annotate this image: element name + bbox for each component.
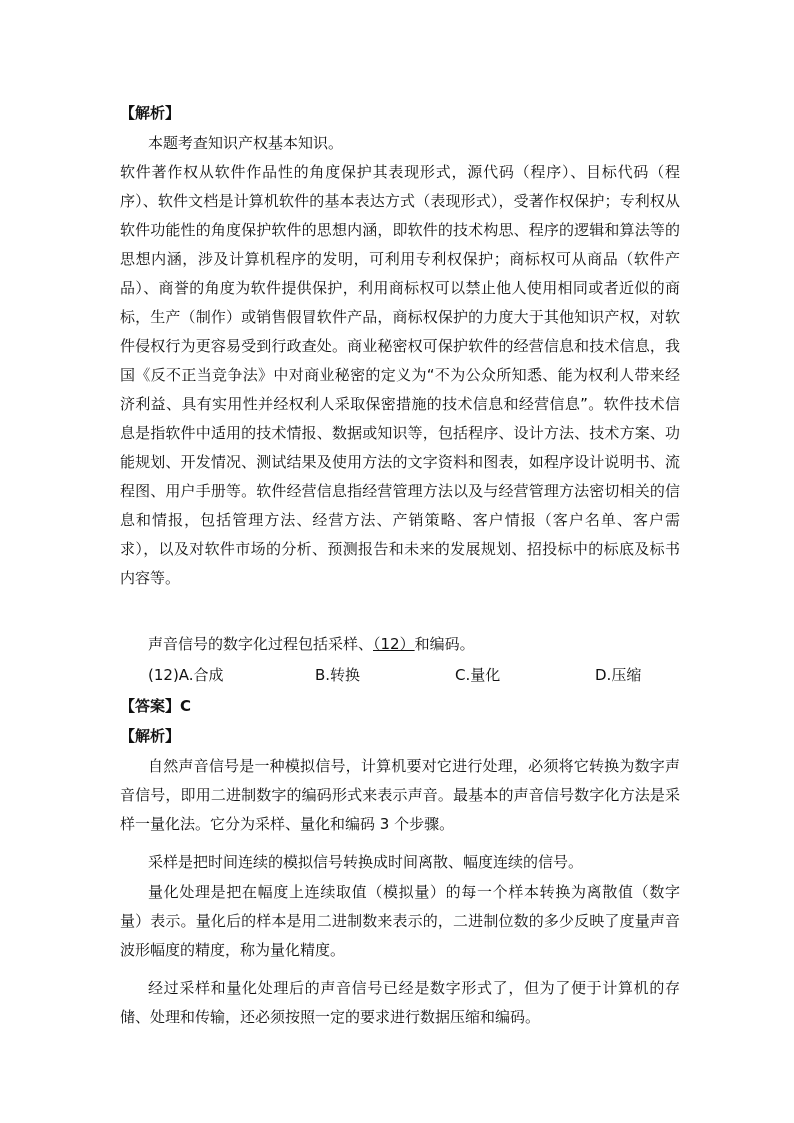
analysis-body: 软件著作权从软件作品性的角度保护其表现形式，源代码（程序）、目标代码（程序）、软件文档是计算机软件的基本表达方式（表现形式），受著作权保护；专利权从软件功能性的角度保护软件的思想内涵，即软件的技术构思、程序的逻辑和算法等的思想内涵，涉及计算机程序的发明，可利用专利权保护；商标权可从商品（软件产品）、商誉的角度为软件提供保护，利用商标权可以禁止他人使用相同或者近似的商标，生产（制作）或销售假冒软件产品，商标权保护的力度大于其他知识产权，对软件侵权行为更容易受到行政查处。商业秘密权可保护软件的经营信息和技术信息，我国《反不正当竞争法》中对商业秘密的定义为“不为公众所知悉、能为权利人带来经济利益、具有实用性并经权利人采取保密措施的技术信息和经营信息”。软件技术信息是指软件中适用的技术情报、数据或知识等，包括程序、设计方法、技术方案、功能规划、开发情况、测试结果及使用方法的文字资料和图表，如程序设计说明书、流程图、用户手册等。软件经营信息指经营管理方法以及与经营管理方法密切相关的信息和情报，包括管理方法、经营方法、产销策略、客户情报（客户名单、客户需求），以及对软件市场的分析、预测报告和未来的发展规划、招投标中的标底及标书内容等。 (120, 163, 680, 587)
analysis2-p4: 经过采样和量化处理后的声音信号已经是数字形式了，但为了便于计算机的存储、处理和传输，还必须按照一定的要求进行数据压缩和编码。 (120, 979, 680, 1026)
analysis2-p3: 量化处理是把在幅度上连续取值（模拟量）的每一个样本转换为离散值（数字量）表示。量化后的样本是用二进制数来表示的，二进制位数的多少反映了度量声音波形幅度的精度，称为量化精度。 (120, 883, 680, 959)
analysis2-p2: 采样是把时间连续的模拟信号转换成时间离散、幅度连续的信号。 (148, 853, 584, 871)
option-b: B.转换 (315, 666, 361, 684)
option-d: D.压缩 (595, 666, 642, 684)
answer-line (120, 696, 191, 716)
analysis-heading-2: 【解析】 (120, 727, 181, 745)
analysis2-p1: 自然声音信号是一种模拟信号，计算机要对它进行处理，必须将它转换为数字声音信号，即用二进制数字的编码形式来表示声音。最基本的声音信号数字化方法是采样一量化法。它分为采样、量化和编码 3 个步骤。 (120, 757, 680, 833)
question-stem-after: 和编码。 (414, 635, 475, 653)
option-a: (12)A.合成 (148, 666, 224, 684)
analysis-heading-1: 【解析】 (120, 104, 181, 122)
question-stem-before: 声音信号的数字化过程包括采样、 (148, 635, 374, 653)
question-blank: （12） (373, 635, 415, 653)
question-stem (148, 634, 475, 654)
answer-value: C (180, 697, 192, 715)
answer-label: 【答案】 (120, 697, 181, 715)
option-c: C.量化 (455, 666, 501, 684)
analysis-intro: 本题考查知识产权基本知识。 (148, 134, 344, 152)
